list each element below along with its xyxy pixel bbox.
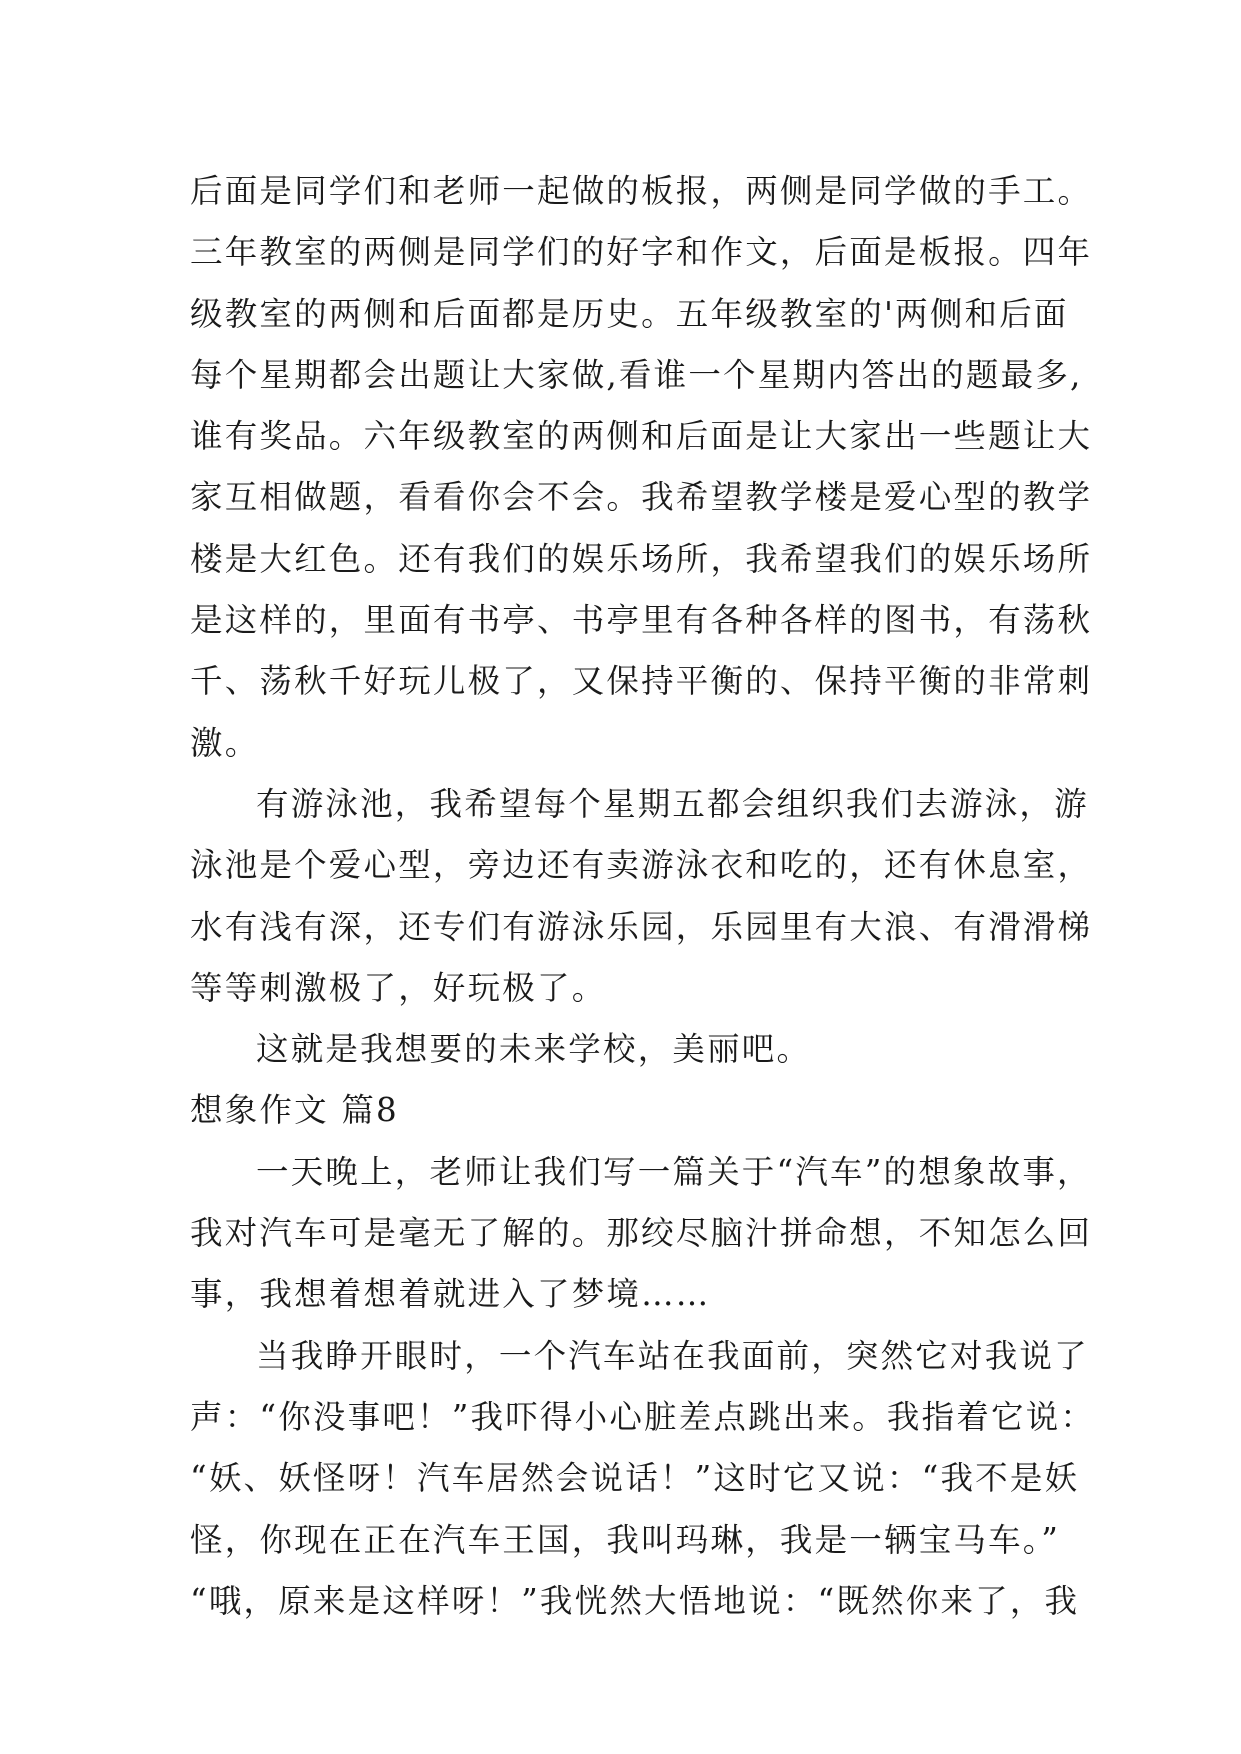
section-heading: 想象作文 篇8 (190, 1091, 399, 1130)
text-line: 怪，你现在正在汽车王国，我叫玛琳，我是一辆宝马车。” (190, 1520, 1061, 1559)
paragraph-first-line: 一天晚上，老师让我们写一篇关于“汽车”的想象故事， (256, 1152, 1092, 1191)
text-line: 后面是同学们和老师一起做的板报，两侧是同学做的手工。 (190, 172, 1093, 210)
text-line: 谁有奖品。六年级教室的两侧和后面是让大家出一些题让大 (190, 417, 1093, 456)
text-line: 楼是大红色。还有我们的娱乐场所，我希望我们的娱乐场所 (190, 539, 1093, 578)
text-line: 每个星期都会出题让大家做,看谁一个星期内答出的题最多, (190, 355, 1083, 394)
document-body (190, 161, 1096, 1632)
text-line: 激。 (190, 723, 260, 762)
text-line: 泳池是个爱心型，旁边还有卖游泳衣和吃的，还有休息室， (190, 846, 1093, 885)
text-line: 是这样的，里面有书亭、书亭里有各种各样的图书，有荡秋 (190, 601, 1093, 640)
text-line: 三年教室的两侧是同学们的好字和作文，后面是板报。四年 (190, 233, 1093, 272)
paragraph-first-line: 当我睁开眼时，一个汽车站在我面前，突然它对我说了 (256, 1336, 1089, 1375)
paragraph-first-line: 有游泳池，我希望每个星期五都会组织我们去游泳，游 (256, 784, 1089, 823)
text-line: 等等刺激极了，好玩极了。 (190, 968, 607, 1007)
text-line: 千、荡秋千好玩儿极了，又保持平衡的、保持平衡的非常刺 (190, 662, 1093, 701)
paragraph-first-line: 这就是我想要的未来学校，美丽吧。 (256, 1030, 812, 1069)
text-line: 级教室的两侧和后面都是历史。五年级教室的'两侧和后面 (190, 294, 1069, 333)
text-line: “哦，原来是这样呀！”我恍然大悟地说：“既然你来了，我 (190, 1581, 1080, 1620)
text-line: 声：“你没事吧！”我吓得小心脏差点跳出来。我指着它说： (190, 1397, 1096, 1436)
text-line: 水有浅有深，还专们有游泳乐园，乐园里有大浪、有滑滑梯 (190, 907, 1093, 946)
text-line: 家互相做题，看看你会不会。我希望教学楼是爱心型的教学 (190, 478, 1093, 517)
text-line: 事，我想着想着就进入了梦境…… (190, 1275, 711, 1314)
text-line: 我对汽车可是毫无了解的。那绞尽脑汁拼命想，不知怎么回 (190, 1214, 1093, 1253)
text-line: “妖、妖怪呀！汽车居然会说话！”这时它又说：“我不是妖 (190, 1459, 1080, 1498)
